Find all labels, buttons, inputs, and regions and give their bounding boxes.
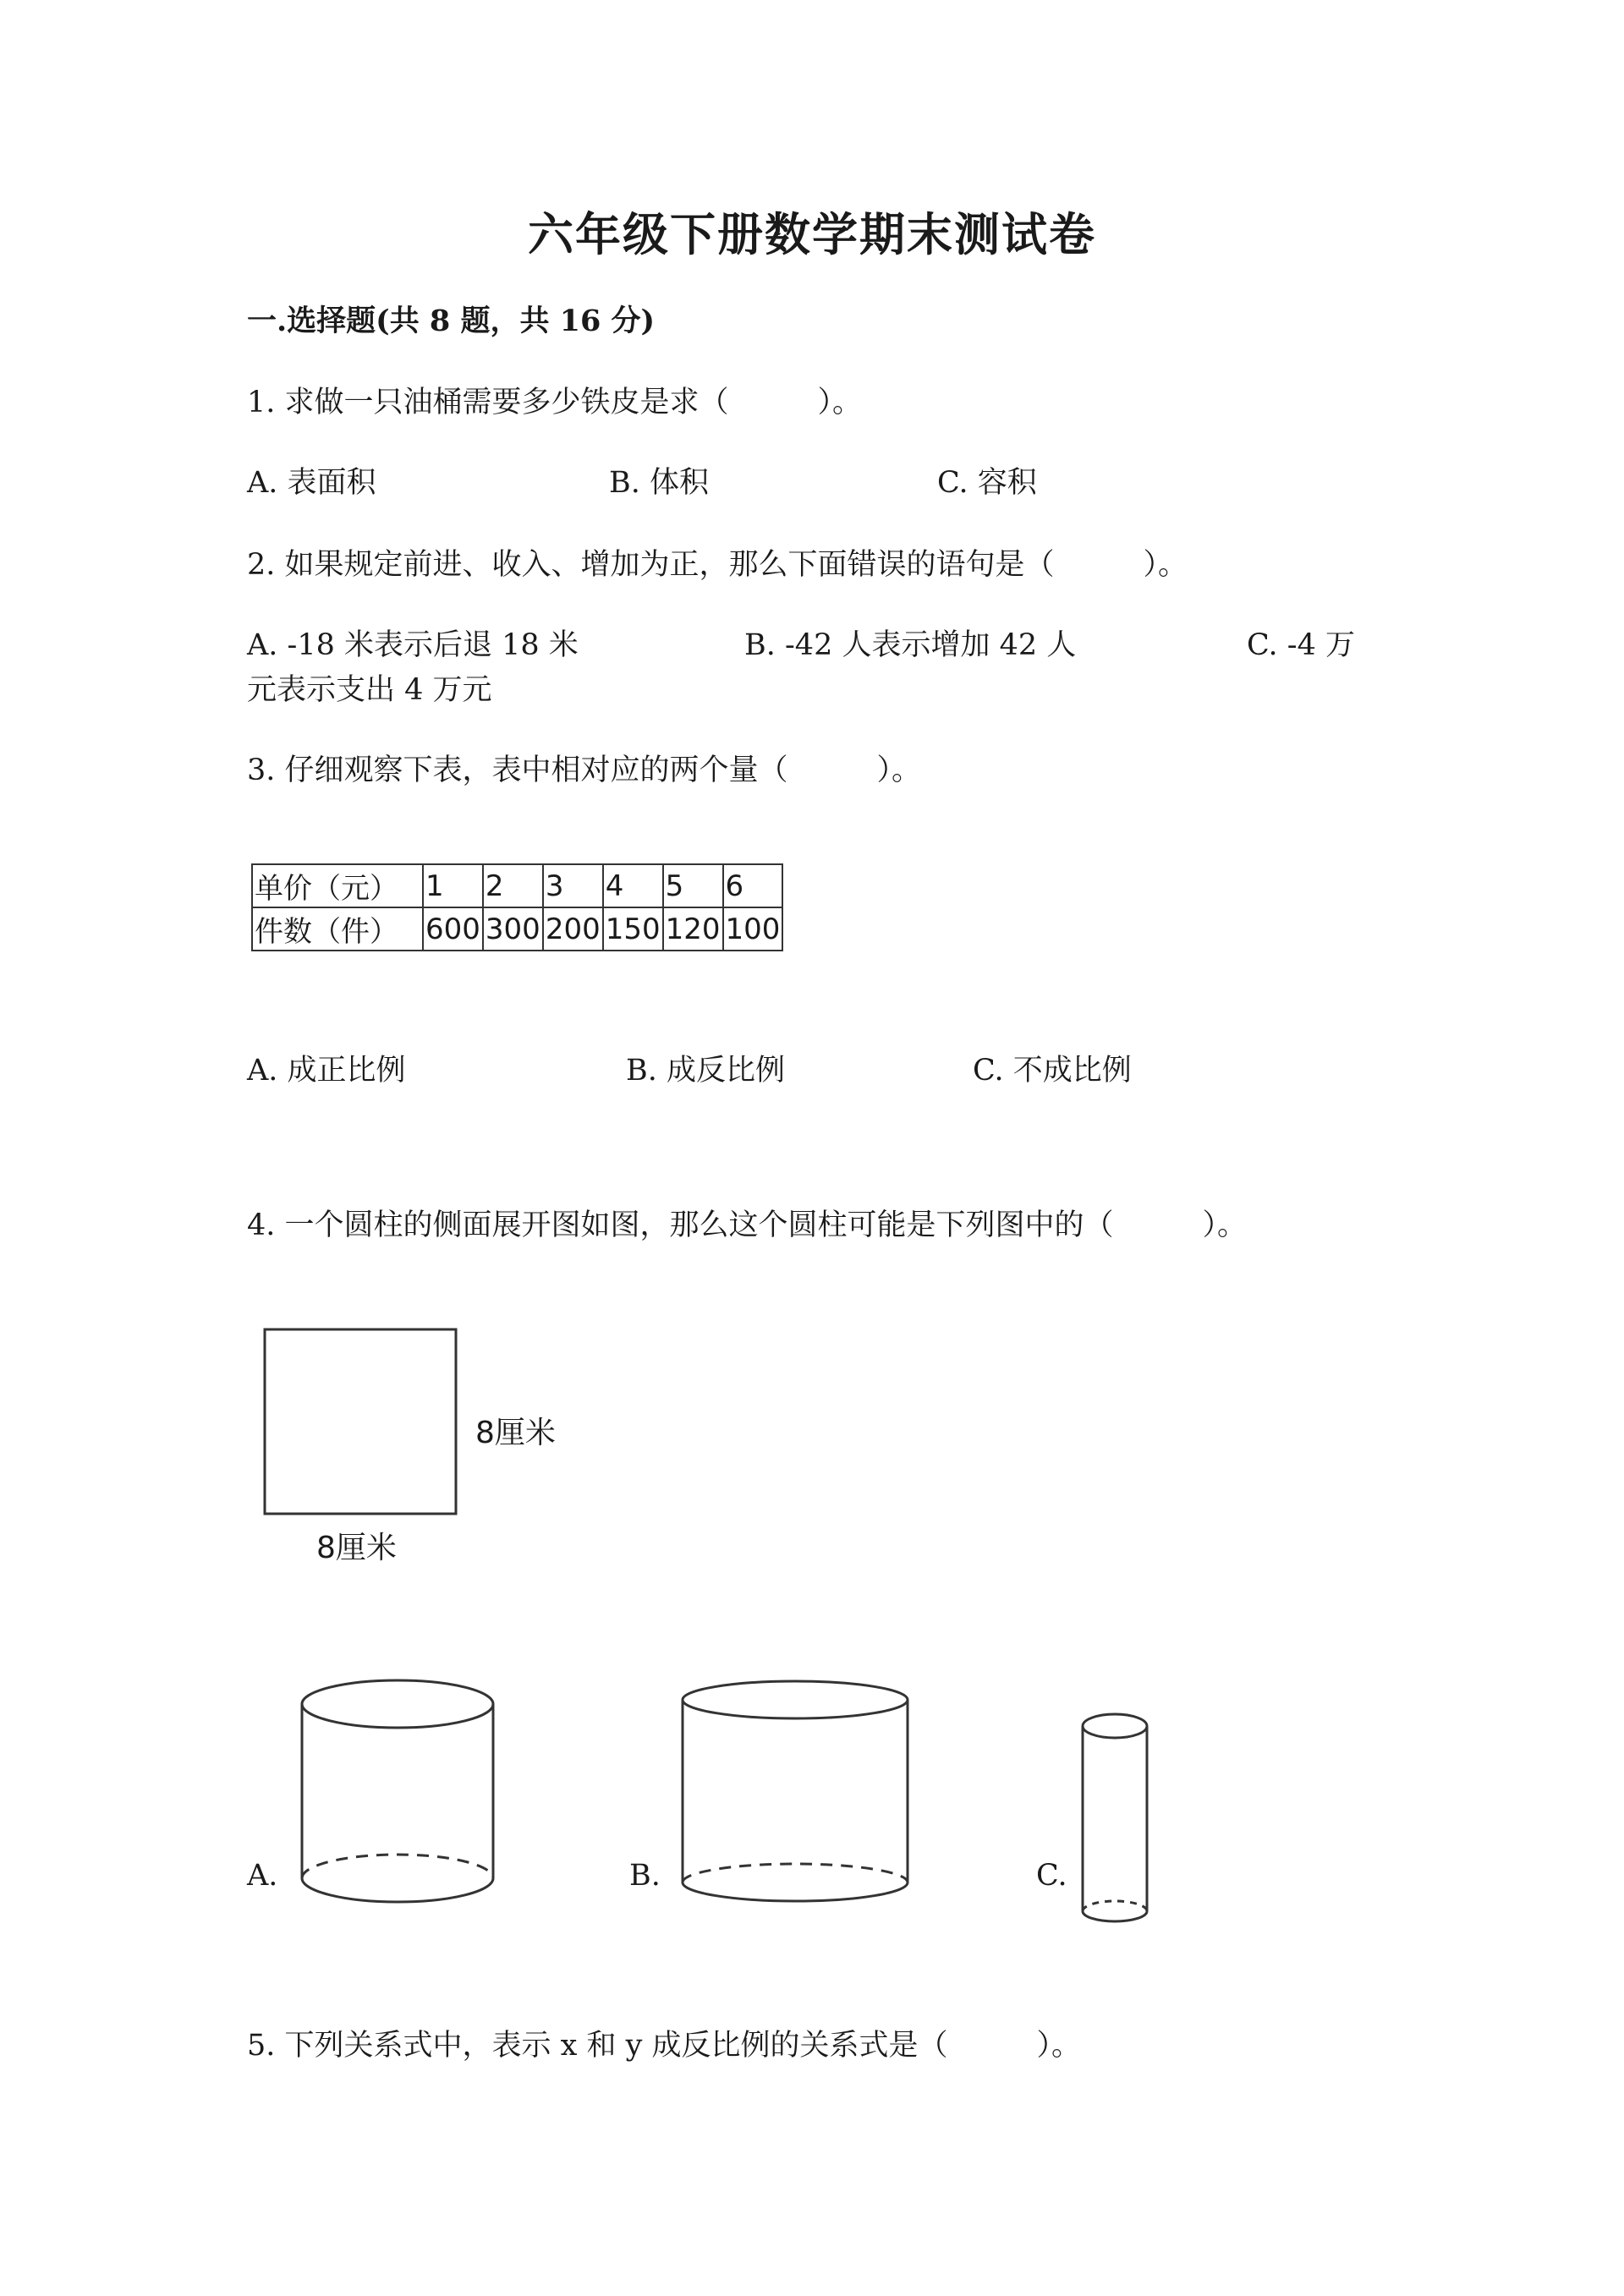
page-title: 六年级下册数学期末测试卷 [528,207,1096,261]
bottom-length-label: 8厘米 [316,1531,397,1565]
q2-option-c: C. -4 万 [1247,628,1356,662]
question-5: 5. 下列关系式中，表示 x 和 y 成反比例的关系式是（ ）。 [247,2029,1082,2063]
q4-option-c-label: C. [1036,1859,1067,1893]
q3-option-b: B. 成反比例 [626,1054,785,1088]
table-cell: 5 [663,864,723,907]
q3-option-a: A. 成正比例 [247,1054,406,1088]
table-cell: 6 [723,864,783,907]
price-quantity-table [251,863,783,951]
question-2: 2. 如果规定前进、收入、增加为正，那么下面错误的语句是（ ）。 [247,548,1188,582]
table-cell: 120 [663,907,723,951]
section-heading: 一.选择题(共 8 题，共 16 分) [247,304,656,338]
q4-option-b-label: B. [629,1859,661,1893]
table-cell: 600 [423,907,483,951]
q2-option-a: A. -18 米表示后退 18 米 [247,628,579,662]
q3-option-c: C. 不成比例 [973,1054,1132,1088]
table-row [252,864,782,907]
cylinder-b [668,1674,922,1928]
q2-option-c-continued: 元表示支出 4 万元 [247,673,492,707]
cylinder-c [1074,1704,1159,1932]
cylinder-a [288,1670,508,1924]
q1-option-c: C. 容积 [937,466,1037,500]
question-4: 4. 一个圆柱的侧面展开图如图，那么这个圆柱可能是下列图中的（ ）。 [247,1208,1248,1242]
table-cell: 300 [483,907,543,951]
table-cell: 4 [603,864,663,907]
q1-option-b: B. 体积 [609,466,709,500]
table-cell: 150 [603,907,663,951]
table-row [252,907,782,951]
q2-option-b: B. -42 人表示增加 42 人 [744,628,1077,662]
q1-option-a: A. 表面积 [247,466,376,500]
table-cell: 200 [543,907,603,951]
table-row-header: 件数（件） [252,907,423,951]
q4-option-a-label: A. [247,1859,278,1893]
table-cell: 1 [423,864,483,907]
table-cell: 100 [723,907,783,951]
table-row-header: 单价（元） [252,864,423,907]
question-3: 3. 仔细观察下表，表中相对应的两个量（ ）。 [247,753,922,787]
square-net-figure [254,1319,474,1531]
table-cell: 3 [543,864,603,907]
question-1: 1. 求做一只油桶需要多少铁皮是求（ ）。 [247,386,863,419]
table-cell: 2 [483,864,543,907]
side-length-label: 8厘米 [475,1416,556,1450]
